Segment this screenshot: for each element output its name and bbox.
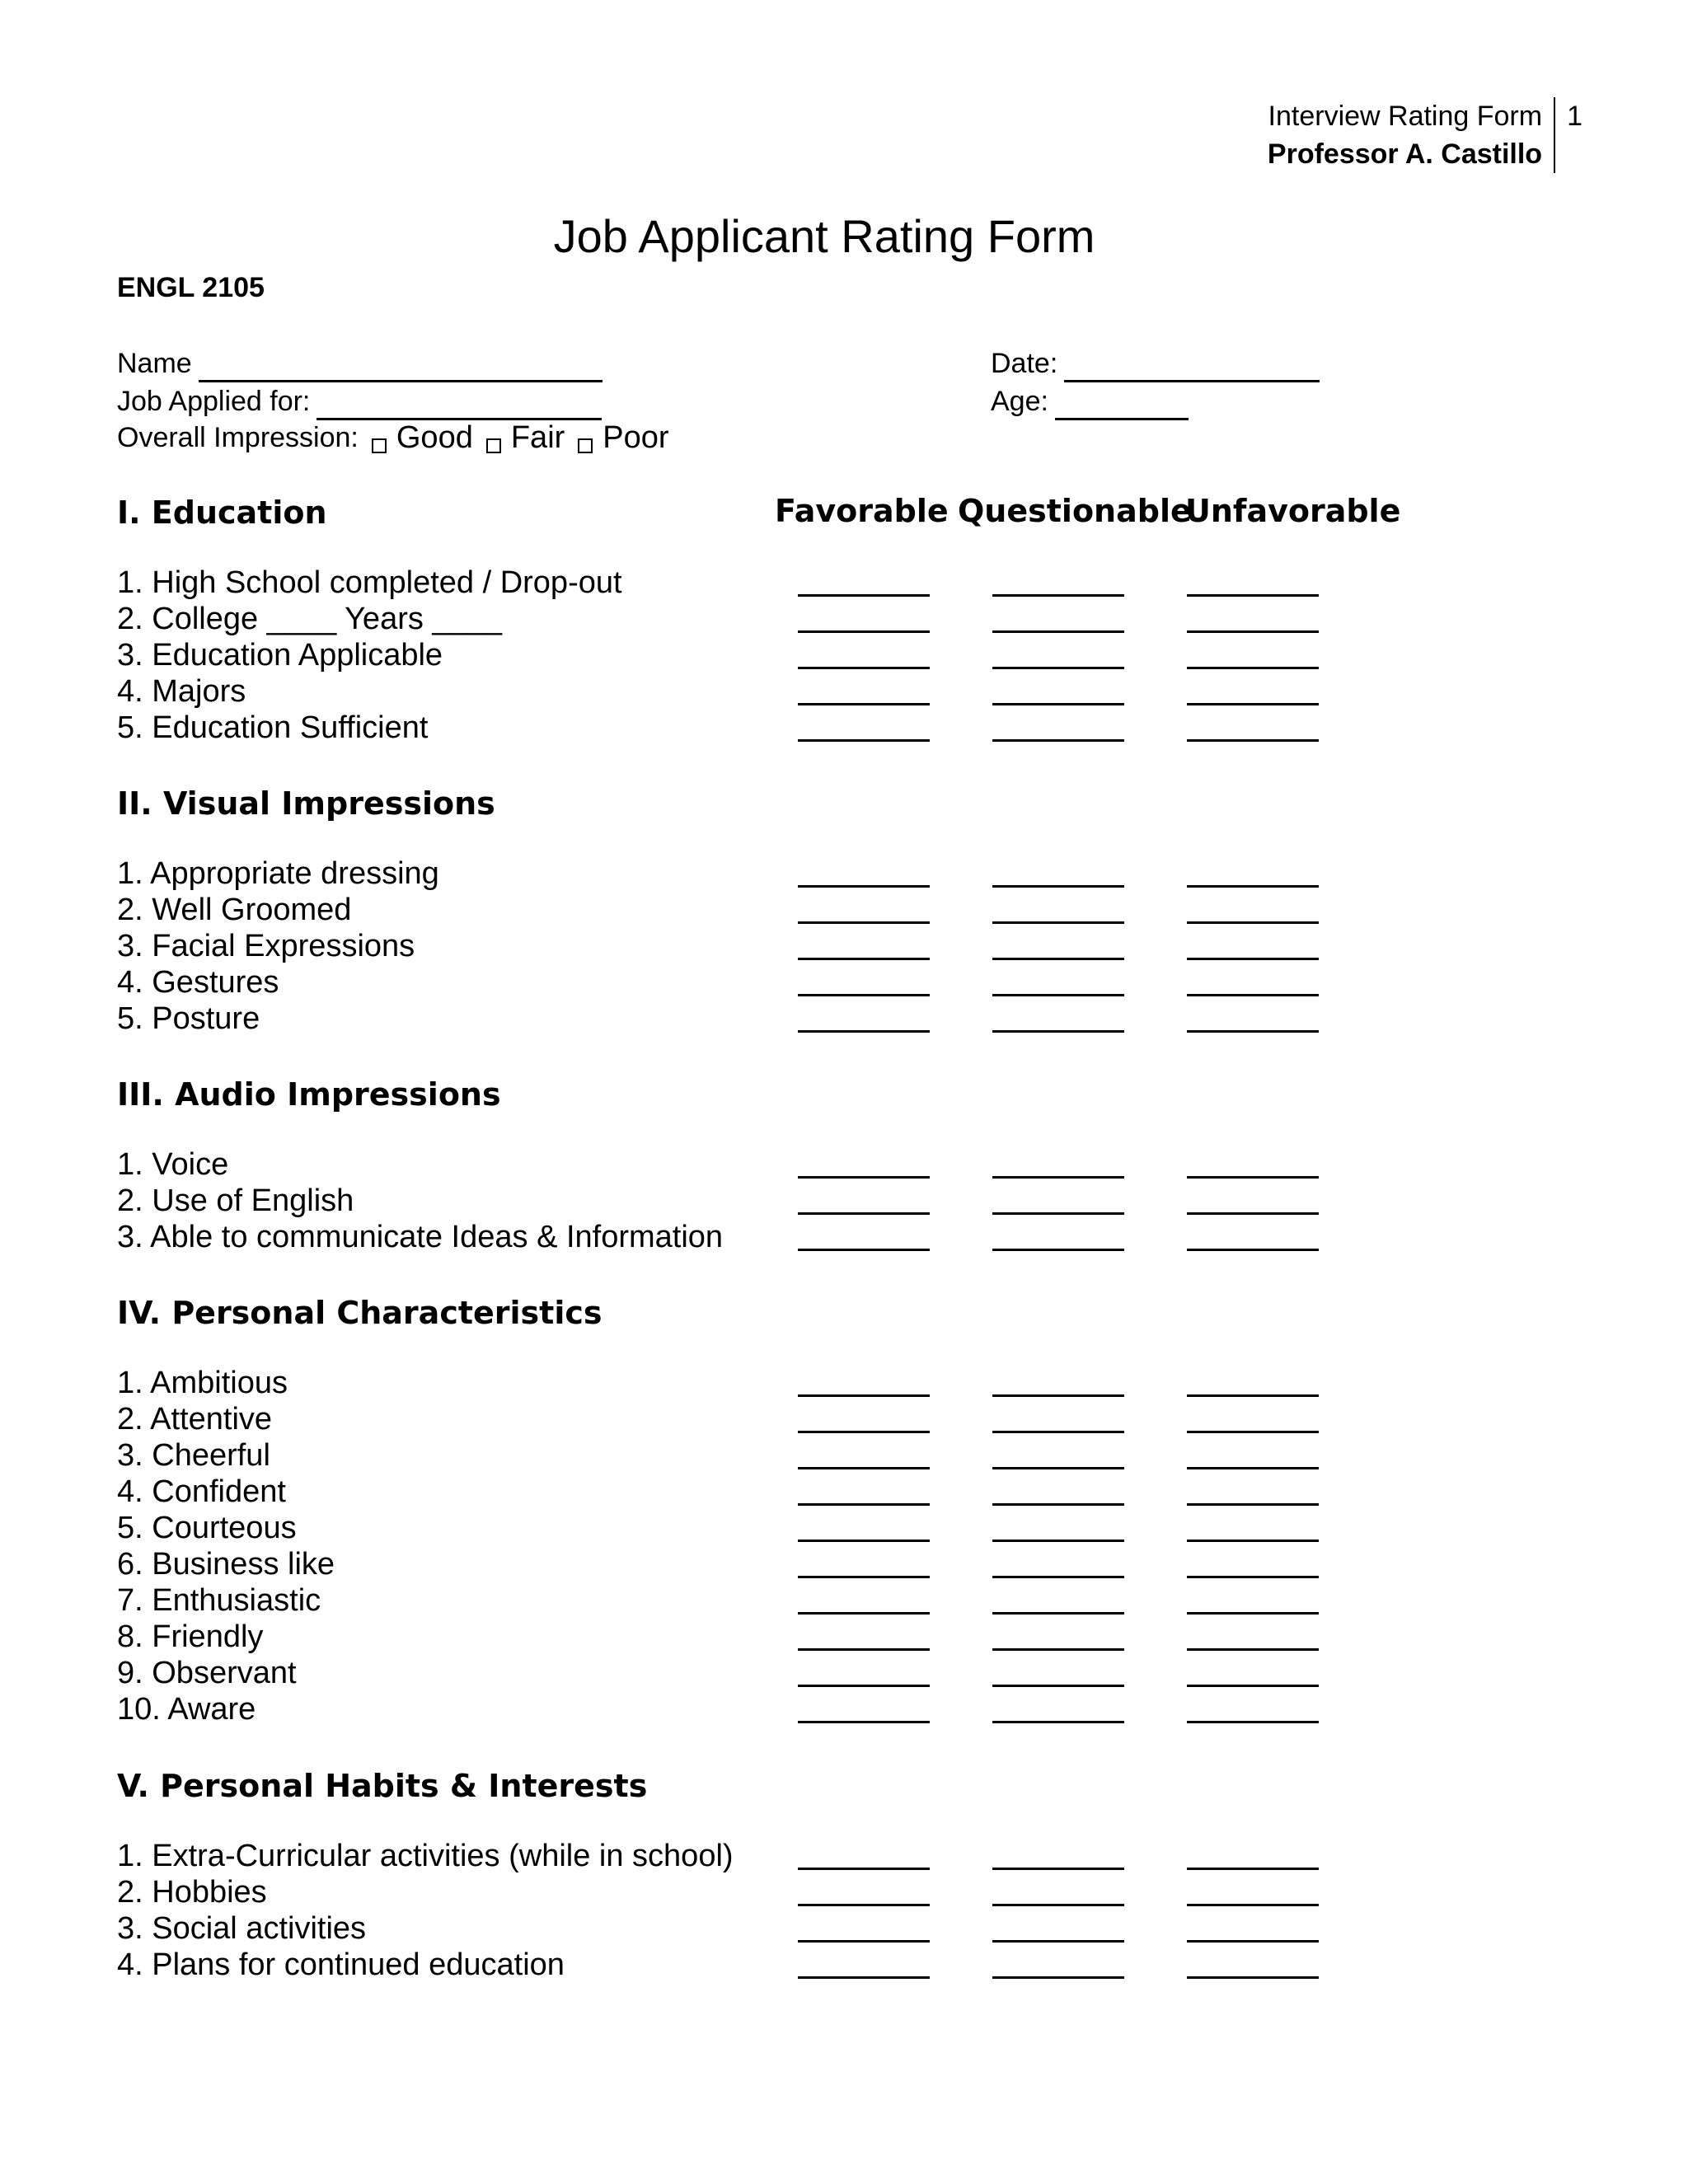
favorable-blank[interactable] <box>798 1685 930 1687</box>
questionable-blank[interactable] <box>992 1612 1124 1615</box>
unfavorable-blank[interactable] <box>1187 1612 1319 1615</box>
favorable-blank[interactable] <box>798 958 930 960</box>
date-blank[interactable] <box>1064 350 1320 382</box>
good-checkbox[interactable] <box>372 438 387 453</box>
favorable-blank[interactable] <box>798 1394 930 1397</box>
unfavorable-blank[interactable] <box>1187 1721 1319 1723</box>
unfavorable-blank[interactable] <box>1187 1868 1319 1870</box>
rating-item-label: 4. Confident <box>117 1474 286 1509</box>
questionable-blank[interactable] <box>992 594 1124 597</box>
rating-row <box>117 601 1353 637</box>
unfavorable-blank[interactable] <box>1187 1467 1319 1469</box>
rating-row <box>117 1619 1353 1655</box>
overall-impression-label: Overall Impression: <box>117 422 359 453</box>
favorable-blank[interactable] <box>798 739 930 742</box>
unfavorable-blank[interactable] <box>1187 1540 1319 1542</box>
name-label: Name <box>117 348 192 379</box>
unfavorable-blank[interactable] <box>1187 1904 1319 1906</box>
questionable-blank[interactable] <box>992 1868 1124 1870</box>
questionable-blank[interactable] <box>992 1721 1124 1723</box>
favorable-blank[interactable] <box>798 1503 930 1506</box>
questionable-blank[interactable] <box>992 1685 1124 1687</box>
rating-item-label: 4. Plans for continued education <box>117 1947 565 1982</box>
unfavorable-blank[interactable] <box>1187 1212 1319 1215</box>
rating-item-label: 5. Courteous <box>117 1511 297 1545</box>
questionable-blank[interactable] <box>992 1249 1124 1251</box>
questionable-blank[interactable] <box>992 1394 1124 1397</box>
unfavorable-blank[interactable] <box>1187 921 1319 924</box>
favorable-blank[interactable] <box>798 1176 930 1179</box>
questionable-blank[interactable] <box>992 994 1124 996</box>
rating-row <box>117 1365 1353 1401</box>
unfavorable-blank[interactable] <box>1187 667 1319 669</box>
overall-impression-field <box>117 419 669 457</box>
rating-row <box>117 1691 1353 1727</box>
rating-row <box>117 673 1353 710</box>
rating-row <box>117 964 1353 1001</box>
rating-row <box>117 1219 1353 1255</box>
date-field[interactable] <box>991 344 1320 382</box>
rating-row <box>117 1546 1353 1582</box>
rating-item-label: 6. Business like <box>117 1547 335 1582</box>
favorable-blank[interactable] <box>798 667 930 669</box>
favorable-blank[interactable] <box>798 1940 930 1943</box>
rating-item-label: 5. Posture <box>117 1001 260 1036</box>
section-title: III. Audio Impressions <box>117 1076 501 1113</box>
unfavorable-blank[interactable] <box>1187 1576 1319 1578</box>
favorable-blank[interactable] <box>798 994 930 996</box>
rating-row <box>117 928 1353 964</box>
favorable-blank[interactable] <box>798 885 930 888</box>
rating-item-label: 3. Facial Expressions <box>117 929 415 963</box>
favorable-blank[interactable] <box>798 703 930 705</box>
questionable-blank[interactable] <box>992 1540 1124 1542</box>
favorable-blank[interactable] <box>798 1467 930 1469</box>
unfavorable-blank[interactable] <box>1187 1394 1319 1397</box>
questionable-blank[interactable] <box>992 1212 1124 1215</box>
unfavorable-blank[interactable] <box>1187 739 1319 742</box>
favorable-blank[interactable] <box>798 1648 930 1651</box>
section-title: I. Education <box>117 494 327 531</box>
unfavorable-blank[interactable] <box>1187 885 1319 888</box>
favorable-blank[interactable] <box>798 1540 930 1542</box>
unfavorable-blank[interactable] <box>1187 1431 1319 1433</box>
rating-row <box>117 1474 1353 1510</box>
favorable-blank[interactable] <box>798 1612 930 1615</box>
questionable-blank[interactable] <box>992 1503 1124 1506</box>
questionable-blank[interactable] <box>992 1940 1124 1943</box>
section-title: IV. Personal Characteristics <box>117 1295 603 1331</box>
rating-row <box>117 1910 1353 1947</box>
rating-item-label: 4. Gestures <box>117 965 279 1000</box>
name-blank[interactable] <box>199 350 603 382</box>
favorable-blank[interactable] <box>798 1249 930 1251</box>
rating-row <box>117 710 1353 746</box>
rating-item-label: 1. High School completed / Drop-out <box>117 565 622 600</box>
rating-row <box>117 1146 1353 1183</box>
section-title: II. Visual Impressions <box>117 785 495 822</box>
unfavorable-blank[interactable] <box>1187 994 1319 996</box>
column-questionable: Questionable <box>958 493 1192 529</box>
favorable-blank[interactable] <box>798 1904 930 1906</box>
favorable-blank[interactable] <box>798 1976 930 1979</box>
questionable-blank[interactable] <box>992 1576 1124 1578</box>
rating-row <box>117 855 1353 892</box>
unfavorable-blank[interactable] <box>1187 1648 1319 1651</box>
good-option: Good <box>396 420 473 455</box>
rating-row <box>117 1874 1353 1910</box>
rating-item-label: 4. Majors <box>117 674 246 709</box>
questionable-blank[interactable] <box>992 885 1124 888</box>
rating-row <box>117 1582 1353 1619</box>
age-label: Age: <box>991 386 1048 417</box>
column-favorable: Favorable <box>775 493 949 529</box>
favorable-blank[interactable] <box>798 1212 930 1215</box>
questionable-blank[interactable] <box>992 958 1124 960</box>
rating-item-label: 3. Able to communicate Ideas & Information <box>117 1220 724 1254</box>
favorable-blank[interactable] <box>798 1576 930 1578</box>
section-title: V. Personal Habits & Interests <box>117 1768 648 1804</box>
job-applied-field[interactable] <box>117 382 602 420</box>
rating-item-label: 2. Use of English <box>117 1183 354 1218</box>
unfavorable-blank[interactable] <box>1187 594 1319 597</box>
favorable-blank[interactable] <box>798 1721 930 1723</box>
header-professor: Professor A. Castillo <box>1267 138 1543 170</box>
questionable-blank[interactable] <box>992 739 1124 742</box>
page-header <box>1268 97 1582 173</box>
rating-item-label: 3. Social activities <box>117 1911 367 1946</box>
rating-item-label: 3. Cheerful <box>117 1438 270 1473</box>
rating-item-label: 1. Appropriate dressing <box>117 856 439 891</box>
unfavorable-blank[interactable] <box>1187 1976 1319 1979</box>
page-title: Job Applicant Rating Form <box>553 210 1095 262</box>
questionable-blank[interactable] <box>992 630 1124 633</box>
questionable-blank[interactable] <box>992 1648 1124 1651</box>
rating-item-label: 2. College ____ Years ____ <box>117 602 502 636</box>
unfavorable-blank[interactable] <box>1187 703 1319 705</box>
questionable-blank[interactable] <box>992 921 1124 924</box>
questionable-blank[interactable] <box>992 1467 1124 1469</box>
unfavorable-blank[interactable] <box>1187 1685 1319 1687</box>
job-applied-label: Job Applied for: <box>117 386 311 417</box>
questionable-blank[interactable] <box>992 667 1124 669</box>
rating-item-label: 5. Education Sufficient <box>117 710 429 745</box>
rating-item-label: 8. Friendly <box>117 1619 264 1654</box>
unfavorable-blank[interactable] <box>1187 958 1319 960</box>
unfavorable-blank[interactable] <box>1187 1030 1319 1033</box>
name-field[interactable] <box>117 344 603 382</box>
header-text <box>1268 97 1555 173</box>
rating-row <box>117 565 1353 601</box>
rating-row <box>117 1838 1353 1874</box>
rating-item-label: 3. Education Applicable <box>117 638 443 673</box>
unfavorable-blank[interactable] <box>1187 1176 1319 1179</box>
questionable-blank[interactable] <box>992 703 1124 705</box>
poor-checkbox[interactable] <box>578 438 593 453</box>
questionable-blank[interactable] <box>992 1030 1124 1033</box>
job-applied-blank[interactable] <box>316 388 602 420</box>
unfavorable-blank[interactable] <box>1187 630 1319 633</box>
date-label: Date: <box>991 348 1058 379</box>
rating-row <box>117 1401 1353 1437</box>
rating-row <box>117 1001 1353 1037</box>
page-number: 1 <box>1567 101 1582 132</box>
rating-item-label: 9. Observant <box>117 1656 297 1690</box>
fair-checkbox[interactable] <box>486 438 501 453</box>
favorable-blank[interactable] <box>798 1868 930 1870</box>
questionable-blank[interactable] <box>992 1904 1124 1906</box>
questionable-blank[interactable] <box>992 1431 1124 1433</box>
rating-row <box>117 1655 1353 1691</box>
rating-row <box>117 1437 1353 1474</box>
rating-row <box>117 1510 1353 1546</box>
unfavorable-blank[interactable] <box>1187 1503 1319 1506</box>
rating-item-label: 1. Extra-Curricular activities (while in school) <box>117 1839 734 1873</box>
favorable-blank[interactable] <box>798 921 930 924</box>
questionable-blank[interactable] <box>992 1976 1124 1979</box>
header-form-name: Interview Rating Form <box>1268 101 1543 132</box>
rating-row <box>117 1947 1353 1983</box>
rating-row <box>117 637 1353 673</box>
favorable-blank[interactable] <box>798 1431 930 1433</box>
fair-option: Fair <box>510 420 565 455</box>
unfavorable-blank[interactable] <box>1187 1940 1319 1943</box>
questionable-blank[interactable] <box>992 1176 1124 1179</box>
rating-item-label: 7. Enthusiastic <box>117 1583 321 1618</box>
rating-item-label: 1. Voice <box>117 1147 229 1182</box>
rating-item-label: 10. Aware <box>117 1692 256 1727</box>
poor-option: Poor <box>603 420 669 455</box>
rating-item-label: 2. Hobbies <box>117 1875 267 1910</box>
rating-item-label: 2. Attentive <box>117 1402 273 1436</box>
age-blank[interactable] <box>1055 388 1189 420</box>
column-unfavorable: Unfavorable <box>1185 493 1401 529</box>
favorable-blank[interactable] <box>798 594 930 597</box>
age-field[interactable] <box>991 382 1189 420</box>
rating-row <box>117 892 1353 928</box>
favorable-blank[interactable] <box>798 630 930 633</box>
rating-row <box>117 1183 1353 1219</box>
favorable-blank[interactable] <box>798 1030 930 1033</box>
course-code: ENGL 2105 <box>117 272 265 303</box>
unfavorable-blank[interactable] <box>1187 1249 1319 1251</box>
rating-item-label: 1. Ambitious <box>117 1366 288 1400</box>
rating-item-label: 2. Well Groomed <box>117 893 352 927</box>
